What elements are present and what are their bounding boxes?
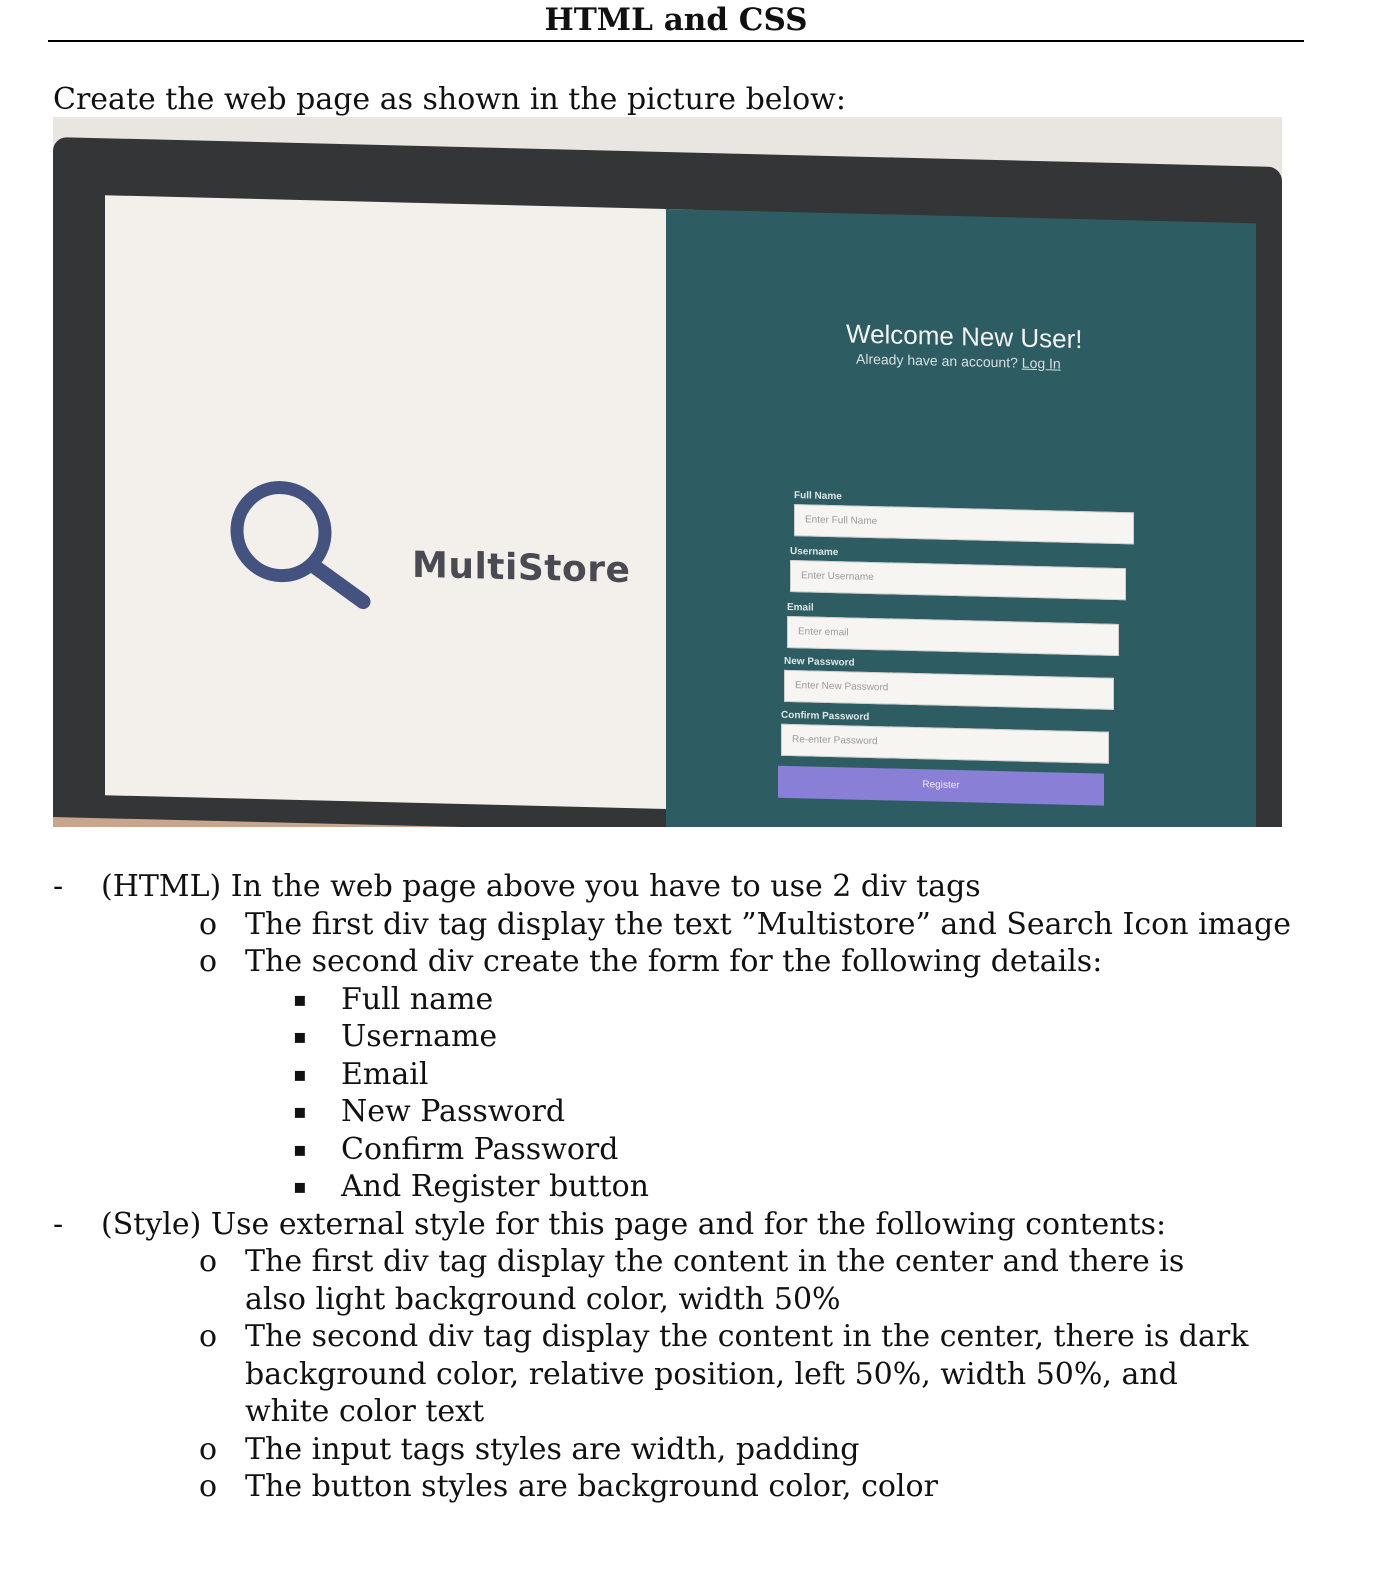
list-item <box>53 906 1363 944</box>
confirm-password-input[interactable]: Re-enter Password <box>781 724 1109 764</box>
list-item <box>53 868 1363 906</box>
square-bullet: ▪ <box>293 1174 307 1198</box>
dash-bullet: - <box>53 1206 64 1242</box>
style-item: The input tags styles are width, padding <box>245 1431 860 1467</box>
circle-bullet: o <box>199 1431 218 1467</box>
form-detail: New Password <box>341 1094 566 1129</box>
style-item: The first div tag display the content in the center and there is also light background color, width 50% <box>245 1244 1185 1317</box>
square-bullet: ▪ <box>293 1061 307 1086</box>
right-panel <box>666 209 1256 827</box>
monitor-bezel <box>53 137 1282 827</box>
html-heading: (HTML) In the web page above you have to use 2 div tags <box>101 869 981 904</box>
fullname-input[interactable]: Enter Full Name <box>794 504 1134 544</box>
list-item <box>53 1318 1363 1431</box>
form-detail: Username <box>341 1019 498 1054</box>
style-item: The button styles are background color, color <box>245 1469 938 1504</box>
email-input[interactable]: Enter email <box>787 616 1119 656</box>
register-button[interactable]: Register <box>778 766 1104 806</box>
search-icon <box>223 478 373 612</box>
list-item <box>53 1468 1363 1506</box>
circle-bullet: o <box>199 906 218 942</box>
list-item <box>53 1093 1363 1131</box>
list-item <box>53 981 1363 1019</box>
square-bullet: ▪ <box>293 1024 307 1048</box>
list-item <box>53 1018 1363 1056</box>
instructions <box>53 868 1363 1506</box>
square-bullet: ▪ <box>293 1099 307 1123</box>
circle-bullet: o <box>199 944 218 979</box>
left-panel <box>105 195 693 809</box>
username-input[interactable]: Enter Username <box>790 560 1126 600</box>
form-detail: And Register button <box>341 1169 649 1204</box>
list-item <box>53 1243 1363 1318</box>
field-label-fullname: Full Name <box>794 490 842 503</box>
new-password-input[interactable]: Enter New Password <box>784 670 1114 710</box>
login-link[interactable]: Log In <box>1021 354 1061 372</box>
circle-bullet: o <box>199 1244 218 1279</box>
form-detail: Confirm Password <box>341 1131 619 1167</box>
square-bullet: ▪ <box>293 986 307 1011</box>
list-item <box>53 1056 1363 1094</box>
reference-photo <box>53 117 1282 827</box>
circle-bullet: o <box>199 1469 218 1504</box>
html-item: The first div tag display the text ”Multistore” and Search Icon image <box>245 906 1291 942</box>
brand-name: MultiStore <box>412 544 631 592</box>
intro-text: Create the web page as shown in the picture below: <box>53 82 846 117</box>
style-heading: (Style) Use external style for this page and for the following contents: <box>101 1206 1167 1242</box>
square-bullet: ▪ <box>293 1136 307 1161</box>
form-detail: Full name <box>341 981 494 1017</box>
field-label-new-password: New Password <box>784 655 855 669</box>
account-prompt-text: Already have an account? <box>856 350 1018 371</box>
field-label-username: Username <box>790 546 839 559</box>
field-label-email: Email <box>787 601 814 614</box>
list-item <box>53 943 1363 981</box>
circle-bullet: o <box>199 1319 218 1354</box>
list-item <box>53 1206 1363 1244</box>
style-item: The second div tag display the content in the center, there is dark background color, relative position, left 50%, width 50%, and white color text <box>245 1319 1249 1429</box>
list-item <box>53 1131 1363 1169</box>
list-item <box>53 1431 1363 1469</box>
field-label-confirm-password: Confirm Password <box>781 709 870 723</box>
welcome-heading: Welcome New User! <box>846 318 1083 355</box>
list-item <box>53 1168 1363 1206</box>
document-title: HTML and CSS <box>48 0 1304 42</box>
html-item: The second div create the form for the following details: <box>245 944 1103 979</box>
dash-bullet: - <box>53 869 64 904</box>
form-detail: Email <box>341 1056 429 1092</box>
